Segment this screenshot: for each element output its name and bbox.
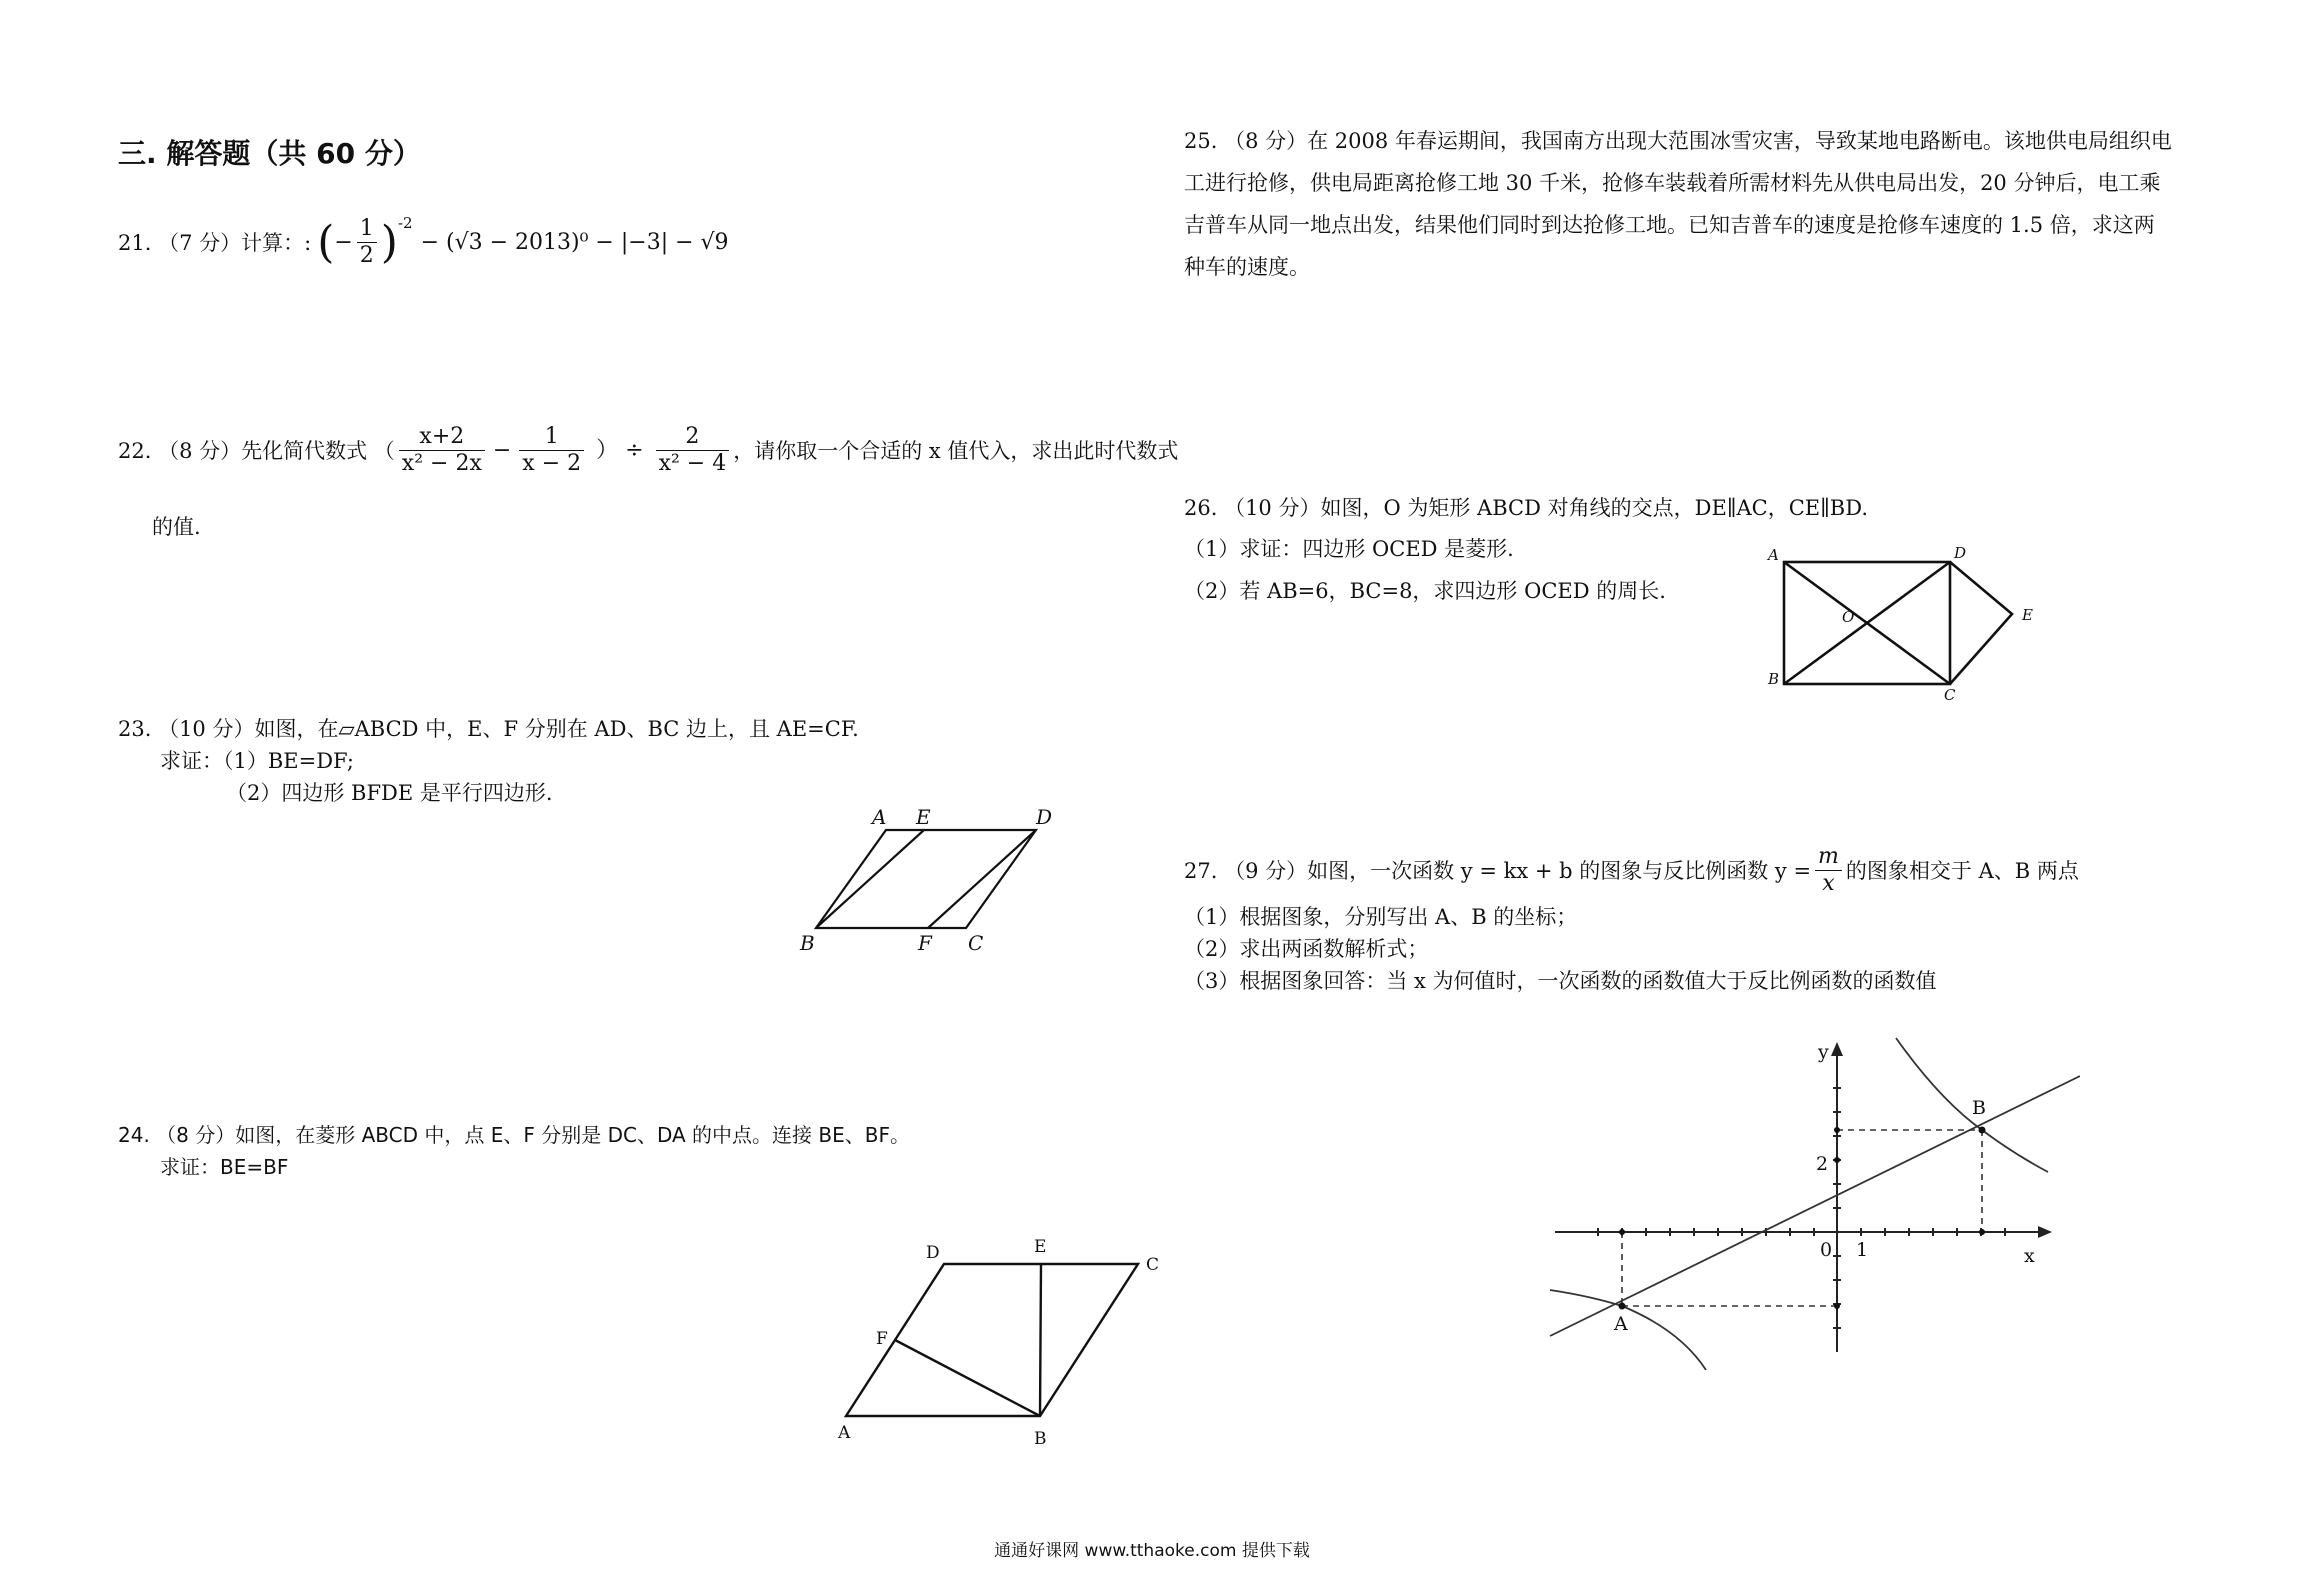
- segment-be: [1040, 1264, 1041, 1416]
- label-d: D: [926, 1243, 940, 1263]
- q23-line1: 23. （10 分）如图，在▱ABCD 中，E、F 分别在 AD、BC 边上，且 AE=CF.: [118, 717, 859, 741]
- label-e: E: [1034, 1237, 1047, 1257]
- q23-parallelogram-figure: [780, 800, 1080, 970]
- segment-be: [816, 830, 924, 928]
- segments-de-ce: [1950, 562, 2012, 684]
- question-22: [118, 424, 1178, 477]
- rhombus-abcd: [846, 1264, 1138, 1416]
- label-b: B: [1768, 670, 1780, 688]
- y-intercept-point: [1834, 1157, 1840, 1163]
- point-a-label: A: [1614, 1313, 1628, 1335]
- paren-divide: ） ÷: [596, 437, 644, 463]
- label-f: F: [918, 931, 932, 955]
- label-d: D: [1036, 805, 1053, 829]
- label-b: B: [800, 931, 815, 955]
- question-27: [1184, 844, 2079, 897]
- section-title: 三. 解答题（共 60 分）: [118, 137, 421, 170]
- q21-fraction: [357, 216, 377, 269]
- label-c: C: [968, 931, 984, 955]
- page-footer: 通通好课网 www.tthaoke.com 提供下载: [994, 1541, 1310, 1561]
- point-a-x-projection: [1619, 1229, 1625, 1235]
- q25-line: 种车的速度。: [1184, 255, 1310, 279]
- point-a-y-projection: [1834, 1303, 1840, 1309]
- paren-close: ): [380, 216, 398, 268]
- point-a: [1619, 1303, 1626, 1310]
- paren-open: (: [317, 216, 335, 268]
- label-f: F: [876, 1329, 888, 1349]
- q23-line2: 求证：（1）BE=DF;: [160, 749, 354, 773]
- label-a: A: [872, 805, 887, 829]
- q27-prefix: 27. （9 分）如图，一次函数 y = kx + b 的图象与反比例函数 y =: [1184, 858, 1812, 883]
- label-a: A: [1768, 546, 1779, 564]
- q24-line1: 24. （8 分）如图，在菱形 ABCD 中，点 E、F 分别是 DC、DA 的中点。连接 BE、BF。: [118, 1123, 910, 1147]
- q22-f3-num: 2: [656, 424, 730, 451]
- q21-prefix: 21. （7 分）计算：:: [118, 230, 312, 255]
- q22-f2-num: 1: [519, 424, 584, 451]
- point-b: [1979, 1127, 1986, 1134]
- q22-line2: 的值.: [152, 515, 201, 539]
- x-axis-arrow: [2038, 1226, 2052, 1238]
- q27-frac-num: m: [1815, 844, 1842, 871]
- q22-f3-den: x² − 4: [658, 451, 727, 476]
- label-d: D: [1954, 544, 1967, 562]
- q24-line2: 求证：BE=BF: [160, 1155, 289, 1179]
- q26-line2: （1）求证：四边形 OCED 是菱形.: [1184, 537, 1514, 561]
- label-a: A: [838, 1423, 851, 1443]
- hyperbola-branch-lower: [1550, 1290, 1706, 1370]
- q27-line2: （1）根据图象，分别写出 A、B 的坐标；: [1184, 905, 1578, 929]
- label-b: B: [1034, 1429, 1047, 1449]
- q24-rhombus-figure: [820, 1230, 1180, 1460]
- q27-fraction: [1815, 844, 1842, 897]
- q22-f1-num: x+2: [399, 424, 485, 451]
- minus-sign: −: [334, 229, 353, 255]
- q27-function-graph: [1540, 1030, 2080, 1370]
- q26-line3: （2）若 AB=6，BC=8，求四边形 OCED 的周长.: [1184, 579, 1666, 603]
- label-e: E: [916, 805, 931, 829]
- q26-line1: 26. （10 分）如图，O 为矩形 ABCD 对角线的交点，DE∥AC，CE∥BD.: [1184, 496, 1868, 520]
- q27-line4: （3）根据图象回答：当 x 为何值时，一次函数的函数值大于反比例函数的函数值: [1184, 969, 1937, 993]
- tick-label-1: 1: [1856, 1239, 1869, 1261]
- q22-fraction-1: [399, 424, 485, 477]
- question-21: [118, 213, 729, 269]
- question-25: [1184, 120, 2172, 288]
- q27-suffix: 的图象相交于 A、B 两点: [1845, 858, 2079, 883]
- linear-function-line: [1550, 1076, 2080, 1336]
- point-b-y-projection: [1834, 1127, 1840, 1133]
- q25-line: 25. （8 分）在 2008 年春运期间，我国南方出现大范围冰雪灾害，导致某地电路断电。该地供电局组织电: [1184, 129, 2172, 153]
- x-axis-label: x: [2024, 1245, 2035, 1267]
- q27-frac-den: x: [1822, 871, 1835, 896]
- origin-label: 0: [1820, 1239, 1833, 1261]
- y-axis-arrow: [1831, 1042, 1843, 1056]
- minus-sign: −: [492, 437, 512, 463]
- label-e: E: [2022, 606, 2033, 624]
- q23-line3: （2）四边形 BFDE 是平行四边形.: [226, 781, 553, 805]
- q21-frac-num: 1: [357, 216, 377, 243]
- y-axis-label: y: [1818, 1041, 1829, 1063]
- segment-df: [928, 830, 1036, 928]
- point-b-label: B: [1972, 1097, 1986, 1119]
- q25-line: 吉普车从同一地点出发，结果他们同时到达抢修工地。已知吉普车的速度是抢修车速度的 1.5 倍，求这两: [1184, 213, 2155, 237]
- label-o: O: [1842, 608, 1855, 626]
- parallelogram-abcd: [816, 830, 1036, 928]
- segment-bf: [895, 1340, 1040, 1416]
- q21-expression: − (√3 − 2013)⁰ − |−3| − √9: [420, 229, 729, 255]
- q22-f1-den: x² − 2x: [401, 451, 482, 476]
- q21-frac-den: 2: [359, 243, 374, 268]
- q27-line3: （2）求出两函数解析式；: [1184, 937, 1429, 961]
- q26-rectangle-figure: [1760, 540, 2050, 700]
- q22-f2-den: x − 2: [522, 451, 582, 476]
- q22-fraction-3: [656, 424, 730, 477]
- point-b-x-projection: [1979, 1229, 1985, 1235]
- tick-label-2: 2: [1816, 1153, 1829, 1175]
- q22-fraction-2: [519, 424, 584, 477]
- label-c: C: [1944, 686, 1956, 700]
- q22-prefix: 22. （8 分）先化简代数式 （: [118, 438, 395, 463]
- q22-suffix: ，请你取一个合适的 x 值代入，求出此时代数式: [733, 438, 1179, 463]
- label-c: C: [1146, 1255, 1160, 1275]
- q21-exponent: -2: [397, 213, 413, 232]
- q25-line: 工进行抢修，供电局距离抢修工地 30 千米，抢修车装载着所需材料先从供电局出发，20 分钟后，电工乘: [1184, 171, 2161, 195]
